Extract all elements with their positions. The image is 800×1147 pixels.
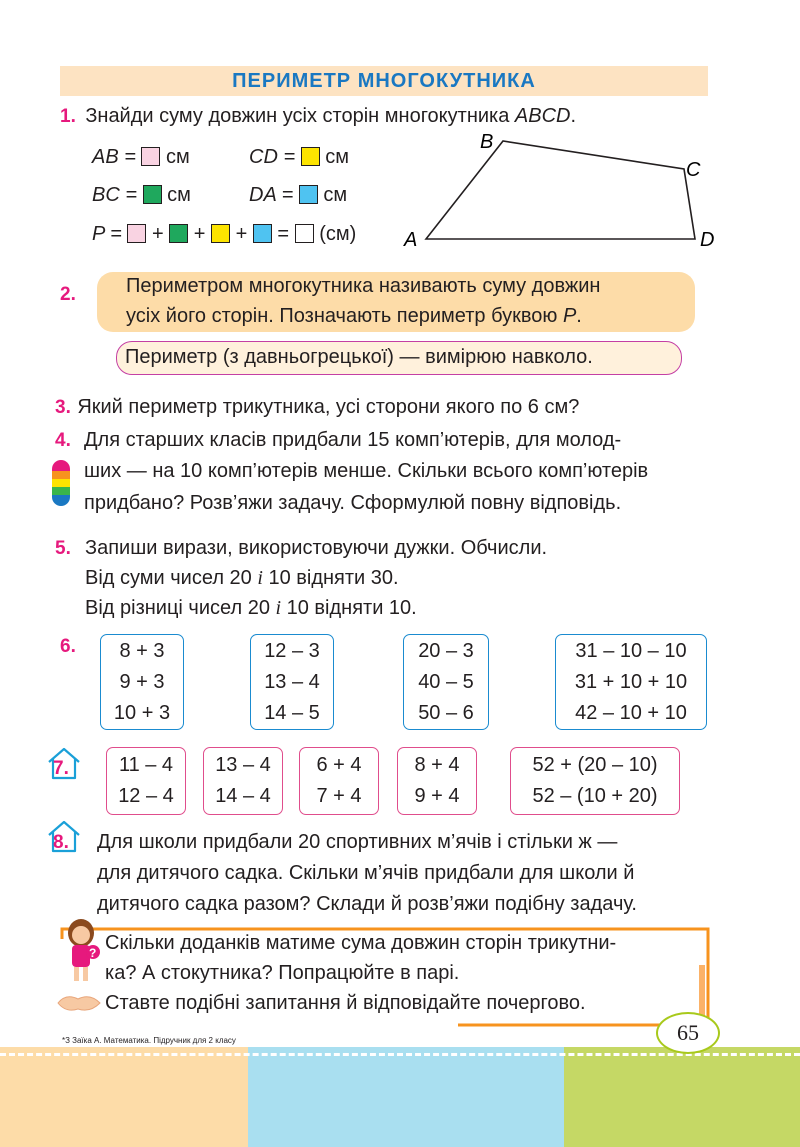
vertex-a-label: A (404, 229, 418, 251)
expression-column: 6 + 4 7 + 4 (299, 747, 379, 815)
expression-column: 8 + 4 9 + 4 (397, 747, 477, 815)
etymology-text: Периметр (з давньогрецької) — вимірюю навколо. (125, 346, 593, 368)
task-text: Знайди суму довжин усіх сторін многокутника ABCD. (85, 105, 577, 127)
task-number: 6. (60, 636, 76, 657)
expression-column: 8 + 3 9 + 3 10 + 3 (100, 634, 184, 730)
rainbow-difficulty-icon (50, 459, 72, 509)
yellow-square-icon (301, 147, 320, 166)
green-square-icon (143, 185, 162, 204)
task-8-line-3: дитячого садка разом? Склади й розв’яжи подібну задачу. (97, 893, 637, 915)
task-4-line-2: ших — на 10 комп’ютерів менше. Скільки всього комп’ютерів (84, 460, 649, 482)
task-5-line-3: Від різниці чисел 20 і 10 відняти 10. (85, 597, 417, 619)
expression-column: 52 + (20 – 10) 52 – (10 + 20) (510, 747, 680, 815)
blue-square-icon (299, 185, 318, 204)
blue-square-icon (253, 224, 272, 243)
task-number: 5. (55, 538, 71, 559)
footer-band-green (564, 1047, 800, 1147)
discussion-line-1: Скільки доданків матиме сума довжин сторін трикутни- (105, 932, 617, 954)
task-5-line-2: Від суми чисел 20 і 10 відняти 30. (85, 567, 399, 589)
expression-column: 20 – 3 40 – 5 50 – 6 (403, 634, 489, 730)
page-title: ПЕРИМЕТР МНОГОКУТНИКА (232, 70, 536, 92)
task-number: 4. (55, 430, 71, 451)
footer-band-orange (0, 1047, 248, 1147)
page-number: 65 (656, 1012, 720, 1054)
empty-square-icon (295, 224, 314, 243)
discussion-line-2: ка? А стокутника? Попрацюйте в парі. (105, 962, 460, 984)
task-3: 3. Який периметр трикутника, усі сторони якого по 6 см? (55, 396, 580, 418)
task-4-line-3: придбано? Розв’яжи задачу. Сформулюй повну відповідь. (84, 492, 622, 514)
quadrilateral-diagram (400, 128, 730, 252)
pink-square-icon (141, 147, 160, 166)
expression-column: 11 – 4 12 – 4 (106, 747, 186, 815)
yellow-square-icon (211, 224, 230, 243)
discussion-line-3: Ставте подібні запитання й відповідайте почергово. (105, 992, 586, 1014)
equation-cd: CD = см (249, 146, 349, 168)
task-number: 7. (53, 758, 69, 779)
svg-text:?: ? (89, 946, 97, 960)
equation-da: DA = см (249, 184, 348, 206)
task-number: 1. (60, 106, 76, 127)
green-square-icon (169, 224, 188, 243)
expression-column: 13 – 4 14 – 4 (203, 747, 283, 815)
vertex-c-label: C (686, 159, 701, 181)
task-number: 8. (53, 832, 69, 853)
equation-bc: BC = см (92, 184, 191, 206)
girl-character-icon (60, 917, 104, 985)
task-8-line-1: Для школи придбали 20 спортивних м’ячів і стільки ж — (97, 831, 618, 853)
footer-band-blue (248, 1047, 564, 1147)
definition-line-2: усіх його сторін. Позначають периметр буквою P. (126, 305, 582, 327)
equation-perimeter: P = + + + = (см) (92, 223, 357, 245)
vertex-d-label: D (700, 229, 715, 251)
expression-column: 12 – 3 13 – 4 14 – 5 (250, 634, 334, 730)
handshake-icon (56, 989, 102, 1015)
footnote: *З Заїка А. Математика. Підручник для 2 класу (62, 1036, 236, 1045)
task-4-line-1: Для старших класів придбали 15 комп’ютерів, для молод- (84, 429, 622, 451)
expression-column: 31 – 10 – 10 31 + 10 + 10 42 – 10 + 10 (555, 634, 707, 730)
task-number: 2. (60, 284, 76, 305)
task-1 (60, 101, 576, 131)
vertex-b-label: B (480, 131, 494, 153)
pink-square-icon (127, 224, 146, 243)
equation-ab: AB = см (92, 146, 190, 168)
definition-line-1: Периметром многокутника називають суму довжин (126, 275, 601, 297)
task-8-line-2: для дитячого садка. Скільки м’ячів придбали для школи й (97, 862, 635, 884)
task-5-line-1: Запиши вирази, використовуючи дужки. Обчисли. (85, 537, 548, 559)
